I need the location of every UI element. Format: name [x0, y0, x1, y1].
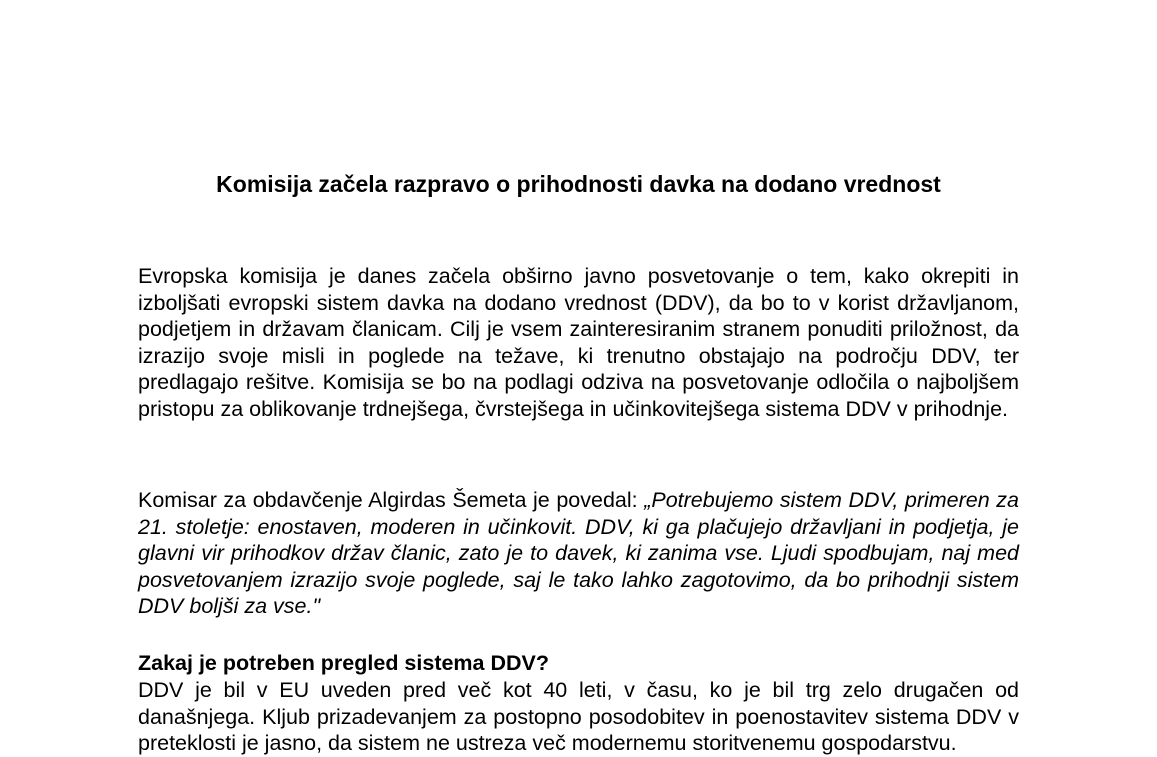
document-title: Komisija začela razpravo o prihodnosti davka na dodano vrednost — [216, 171, 941, 197]
intro-paragraph: Evropska komisija je danes začela obširno javno posvetovanje o tem, kako okrepiti in izboljšati evropski sistem davka na dodano vrednost (DDV), da bo to v korist državljanom, podjetjem in državam članicam. Cilj je vsem zainteresiranim stranem ponuditi priložnost, da izrazijo svoje misli in poglede na težave, ki trenutno obstajajo na področju DDV, ter predlagajo rešitve. Komisija se bo na podlagi odziva na posvetovanje odločila o najboljšem pristopu za oblikovanje trdnejšega, čvrstejšega in učinkovitejšega sistema DDV v prihodnje. — [138, 264, 1019, 421]
commissioner-quote-paragraph — [138, 487, 1019, 620]
quote-text: „Potrebujemo sistem DDV, primeren za 21. stoletje: enostaven, moderen in učinkovit. DDV, ki ga plačujejo državljani in podjetja, je glavni vir prihodkov držav članic, zato je to davek, ki zanima vse. Ljudi spodbujam, naj med posvetovanjem izrazijo svoje poglede, saj le tako lahko zagotovimo, da bo prihodnji sistem DDV boljši za vse." — [138, 488, 1019, 619]
section-paragraph: DDV je bil v EU uveden pred več kot 40 leti, v času, ko je bil trg zelo drugačen od današnjega. Kljub prizadevanjem za postopno posodobitev in poenostavitev sistema DDV v preteklosti je jasno, da sistem ne ustreza več modernemu storitvenemu gospodarstvu. — [138, 678, 1019, 756]
quote-intro: Komisar za obdavčenje Algirdas Šemeta je povedal: — [138, 488, 645, 512]
section-heading: Zakaj je potreben pregled sistema DDV? — [138, 651, 550, 675]
